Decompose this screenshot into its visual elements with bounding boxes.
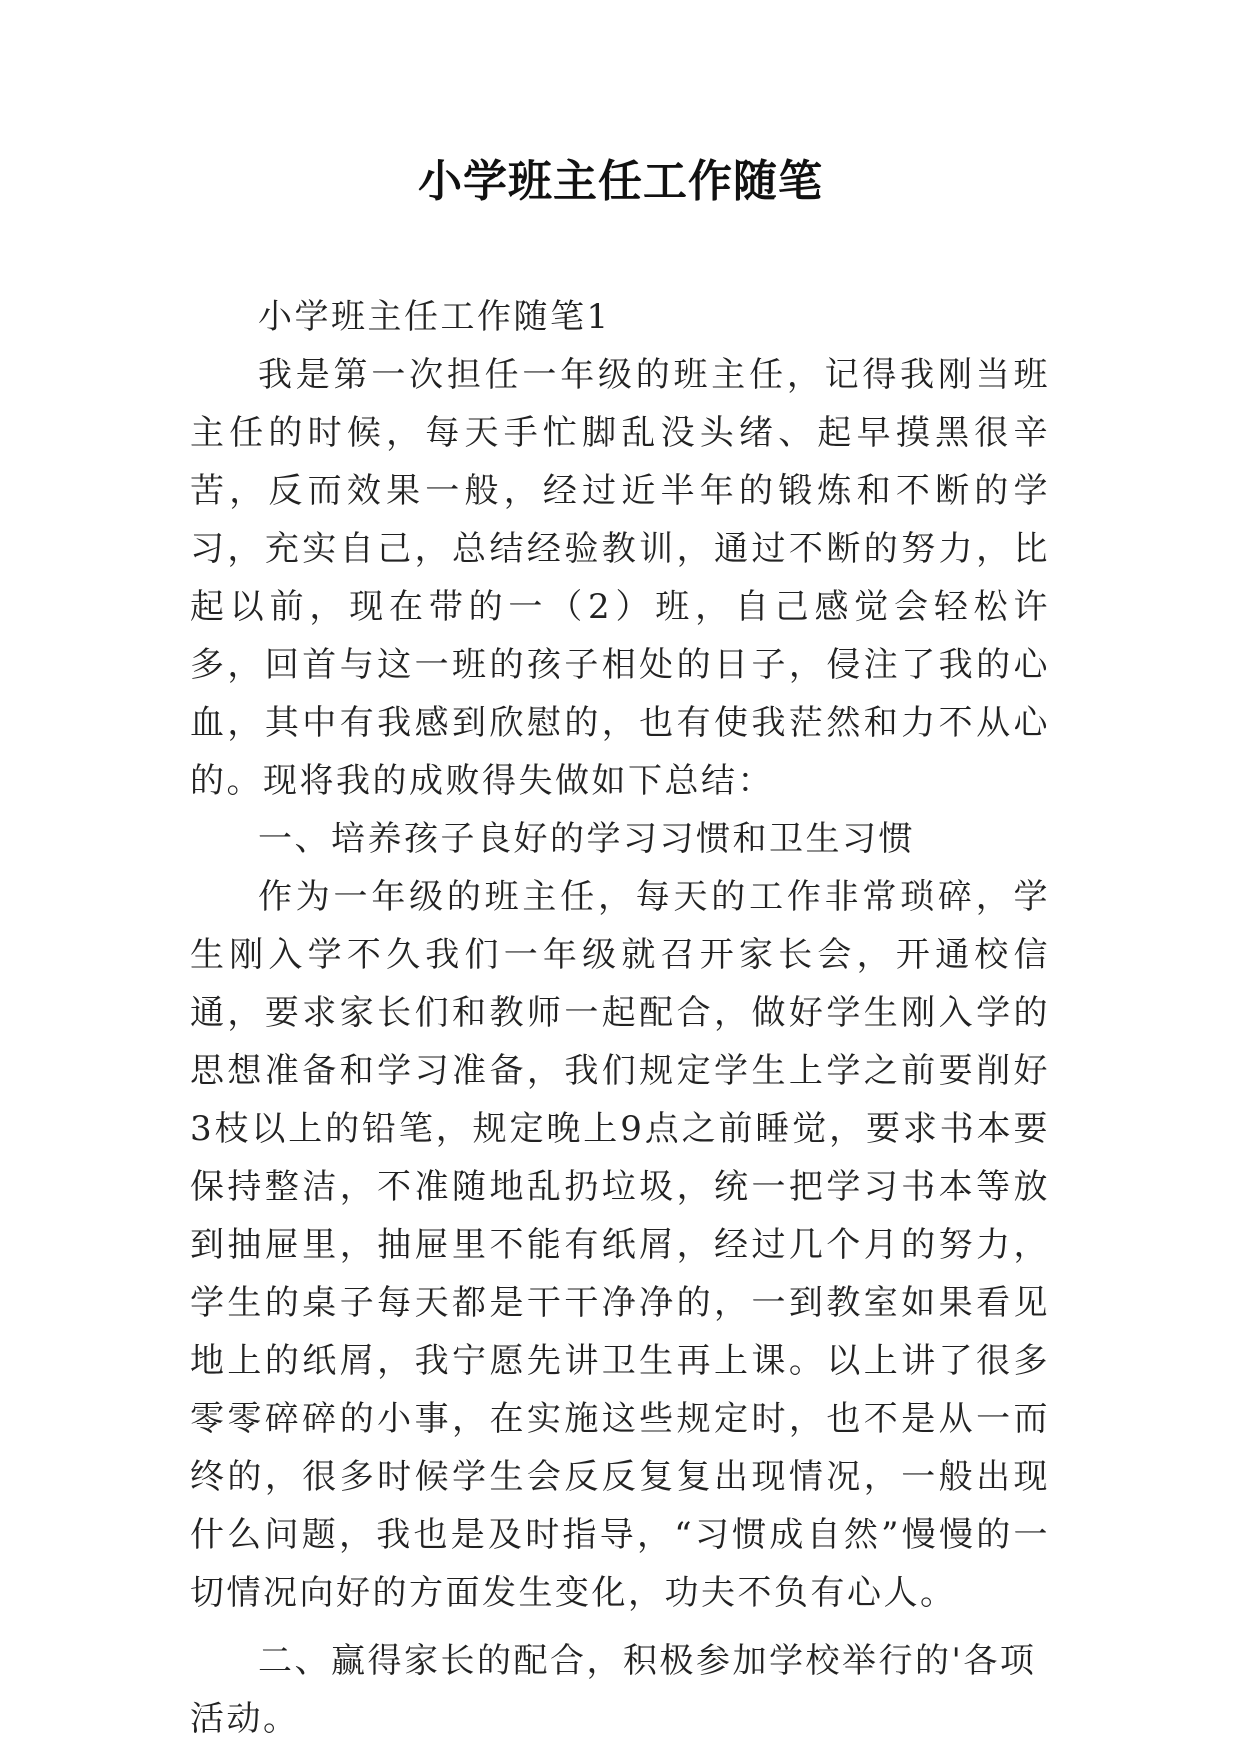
paragraph-habits: 作为一年级的班主任，每天的工作非常琐碎，学生刚入学不久我们一年级就召开家长会，开通校信通，要求家长们和教师一起配合，做好学生刚入学的思想准备和学习准备，我们规定学生上学之前要削好3枝以上的铅笔，规定晚上9点之前睡觉，要求书本要保持整洁，不准随地乱扔垃圾，统一把学习书本等放到抽屉里，抽屉里不能有纸屑，经过几个月的努力，学生的桌子每天都是干干净净的，一到教室如果看见地上的纸屑，我宁愿先讲卫生再上课。以上讲了很多零零碎碎的小事，在实施这些规定时，也不是从一而终的，很多时候学生会反反复复出现情况，一般出现什么问题，我也是及时指导，“习惯成自然”慢慢的一切情况向好的方面发生变化，功夫不负有心人。 (190, 877, 1050, 1613)
section-heading-1: 一、培养孩子良好的学习习惯和卫生习惯 (258, 819, 915, 859)
document-body (190, 288, 1050, 1748)
paragraph-intro: 我是第一次担任一年级的班主任，记得我刚当班主任的时候，每天手忙脚乱没头绪、起早摸黑很辛苦，反而效果一般，经过近半年的锻炼和不断的学习，充实自己，总结经验教训，通过不断的努力，比起以前，现在带的一（2）班，自己感觉会轻松许多，回首与这一班的孩子相处的日子，侵注了我的心血，其中有我感到欣慰的，也有使我茫然和力不从心的。现将我的成败得失做如下总结： (190, 355, 1050, 801)
section-heading-2: 二、赢得家长的配合，积极参加学校举行的'各项活动。 (190, 1641, 1037, 1739)
page-title: 小学班主任工作随笔 (418, 156, 823, 207)
essay-subtitle: 小学班主任工作随笔1 (258, 297, 611, 337)
